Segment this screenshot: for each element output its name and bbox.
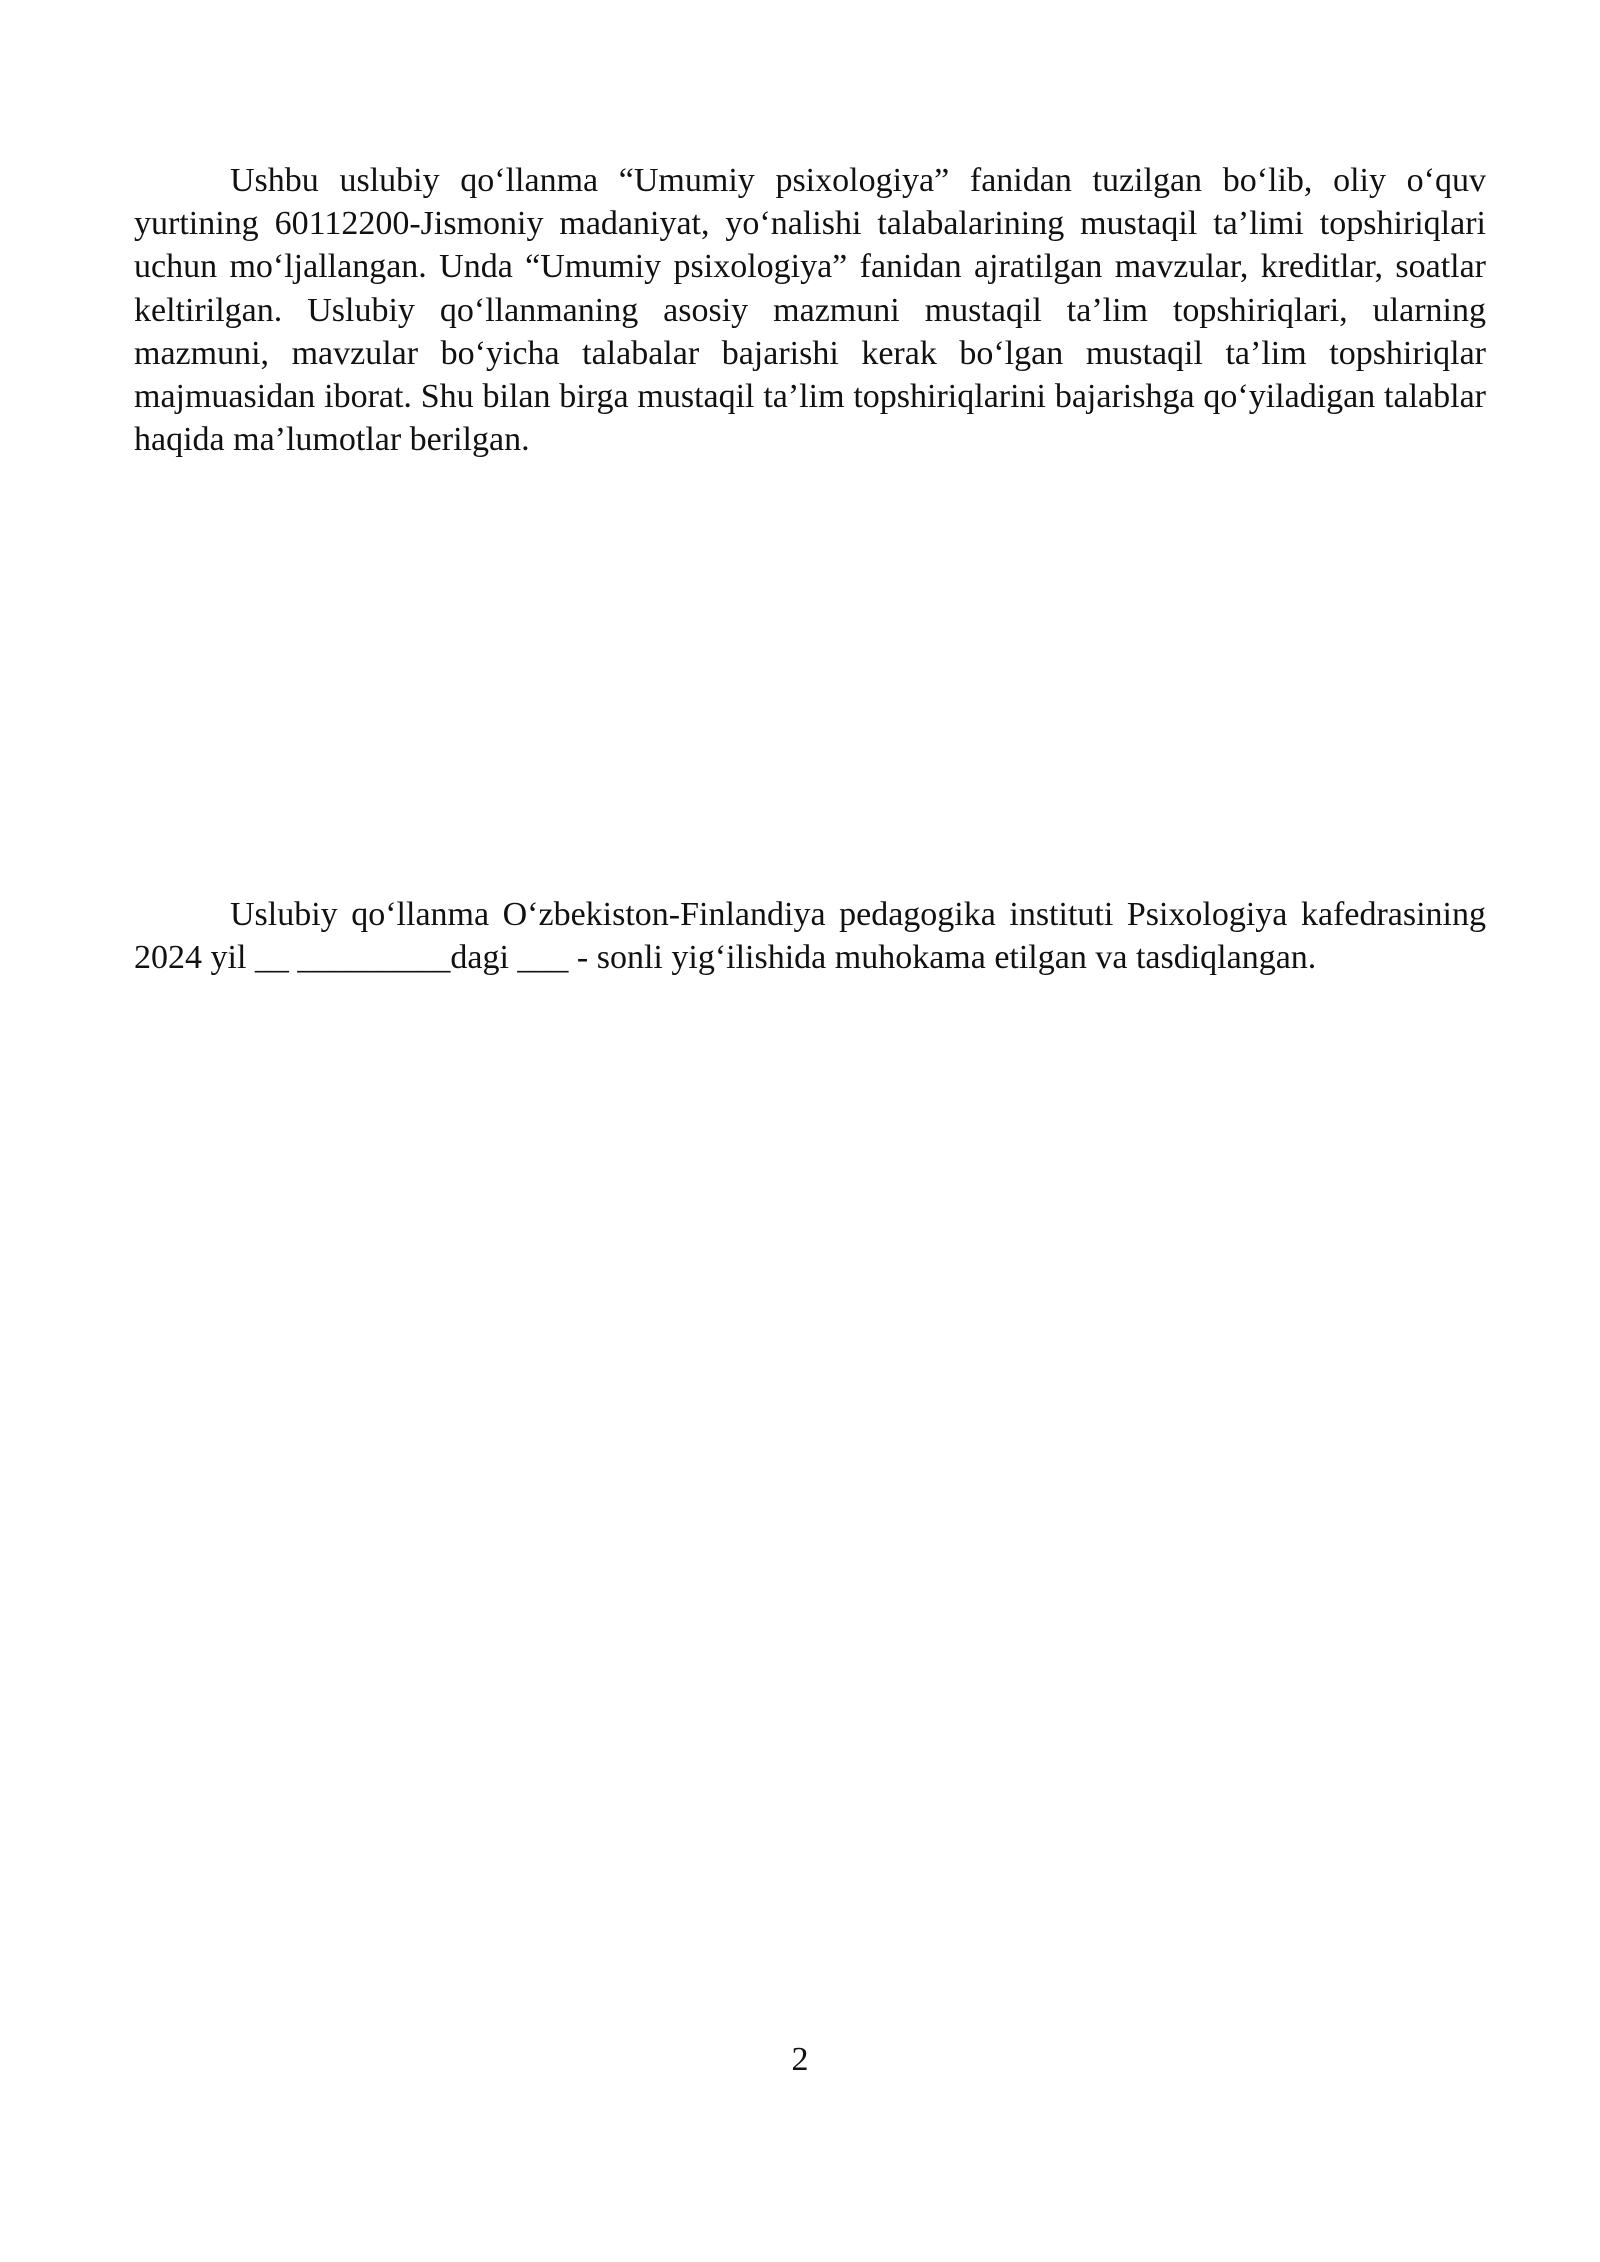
page-number: 2 (791, 2041, 809, 2078)
intro-paragraph: Ushbu uslubiy qo‘llanma “Umumiy psixologiya” fanidan tuzilgan bo‘lib, oliy o‘quv yurtining 60112200-Jismoniy madaniyat, yo‘nalishi talabalarining mustaqil ta’limi topshiriqlari uchun mo‘ljallangan. Unda “Umumiy psixologiya” fanidan ajratilgan mavzular, kreditlar, soatlar keltirilgan. Uslubiy qo‘llanmaning asosiy mazmuni mustaqil ta’lim topshiriqlari, ularning mazmuni, mavzular bo‘yicha talabalar bajarishi kerak bo‘lgan mustaqil ta’lim topshiriqlar majmuasidan iborat. Shu bilan birga mustaqil ta’lim topshiriqlarini bajarishga qo‘yiladigan talablar haqida ma’lumotlar berilgan. (134, 162, 1486, 459)
approval-paragraph: Uslubiy qo‘llanma O‘zbekiston-Finlandiya pedagogika instituti Psixologiya kafedrasining 2024 yil __ _________dagi ___ - sonli yig‘ilishida muhokama etilgan va tasdiqlangan. (134, 896, 1486, 977)
